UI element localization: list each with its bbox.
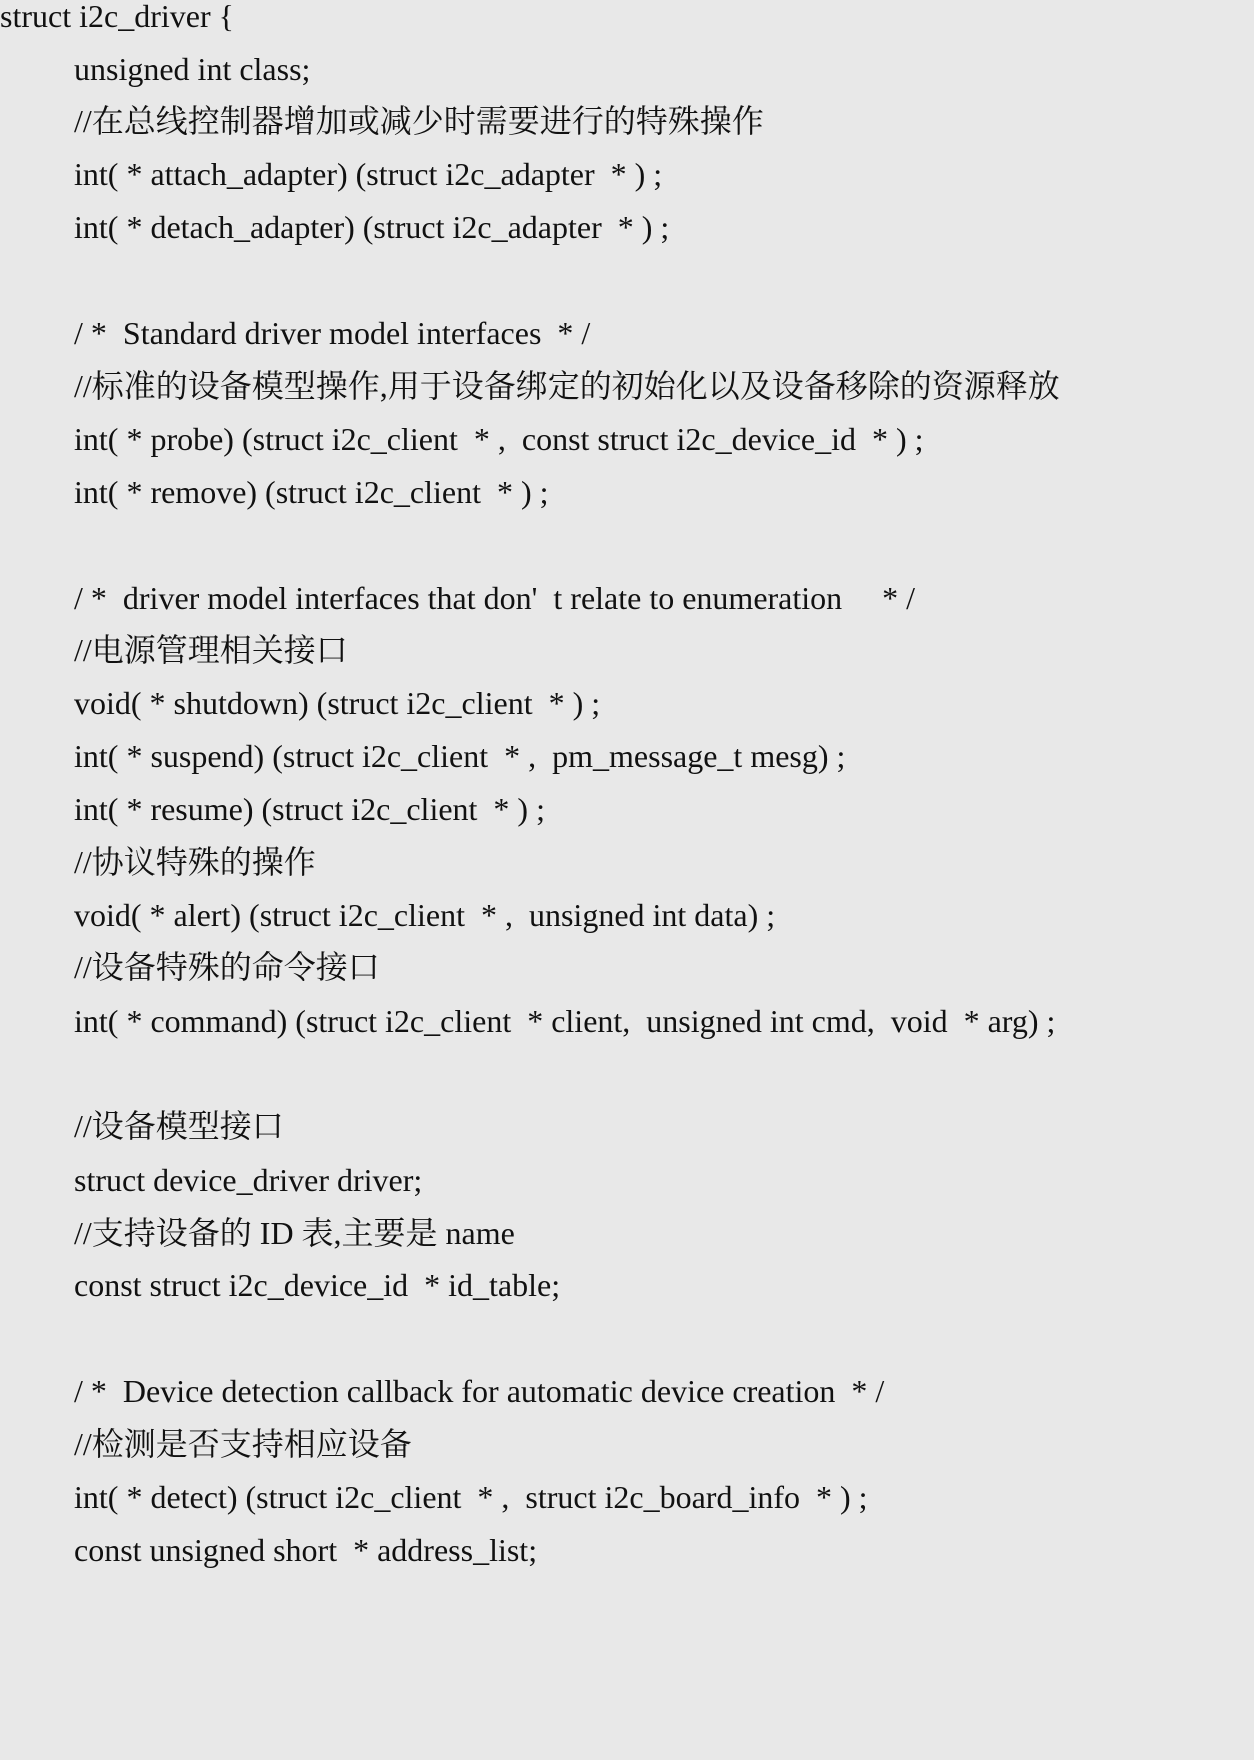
code-comment-enumeration: / * driver model interfaces that don' t relate to enumeration * / <box>74 580 916 616</box>
code-line-driver-field: struct device_driver driver; <box>74 1162 423 1198</box>
code-line-attach-adapter: int( * attach_adapter) (struct i2c_adapter * ) ; <box>74 156 663 192</box>
code-line-detach-adapter: int( * detach_adapter) (struct i2c_adapter * ) ; <box>74 209 670 245</box>
code-line-resume: int( * resume) (struct i2c_client * ) ; <box>74 791 545 827</box>
code-comment-id-table: //支持设备的 ID 表,主要是 name <box>74 1215 515 1251</box>
code-line-alert: void( * alert) (struct i2c_client * , unsigned int data) ; <box>74 897 776 933</box>
code-line-id-table: const struct i2c_device_id * id_table; <box>74 1267 561 1303</box>
code-line-class-field: unsigned int class; <box>74 51 311 87</box>
code-line-address-list: const unsigned short * address_list; <box>74 1532 538 1568</box>
code-comment-standard-model-cn: //标准的设备模型操作,用于设备绑定的初始化以及设备移除的资源释放 <box>74 368 1060 404</box>
code-comment-detect-cn: //检测是否支持相应设备 <box>74 1426 412 1462</box>
code-line-struct-open: struct i2c_driver { <box>0 0 234 34</box>
code-line-suspend: int( * suspend) (struct i2c_client * , pm_message_t mesg) ; <box>74 738 846 774</box>
code-comment-detection: / * Device detection callback for automatic device creation * / <box>74 1373 885 1409</box>
code-line-detect: int( * detect) (struct i2c_client * , struct i2c_board_info * ) ; <box>74 1479 868 1515</box>
code-comment-adapter-ops: //在总线控制器增加或减少时需要进行的特殊操作 <box>74 103 764 139</box>
code-comment-device-model: //设备模型接口 <box>74 1108 284 1144</box>
code-line-command: int( * command) (struct i2c_client * client, unsigned int cmd, void * arg) ; <box>74 1003 1056 1039</box>
code-line-shutdown: void( * shutdown) (struct i2c_client * ) ; <box>74 685 601 721</box>
code-comment-protocol-ops: //协议特殊的操作 <box>74 844 316 880</box>
code-line-probe: int( * probe) (struct i2c_client * , const struct i2c_device_id * ) ; <box>74 421 924 457</box>
code-line-remove: int( * remove) (struct i2c_client * ) ; <box>74 474 549 510</box>
code-comment-command-iface: //设备特殊的命令接口 <box>74 949 380 985</box>
code-comment-standard-model: / * Standard driver model interfaces * / <box>74 315 591 351</box>
code-comment-power-mgmt: //电源管理相关接口 <box>74 632 348 668</box>
